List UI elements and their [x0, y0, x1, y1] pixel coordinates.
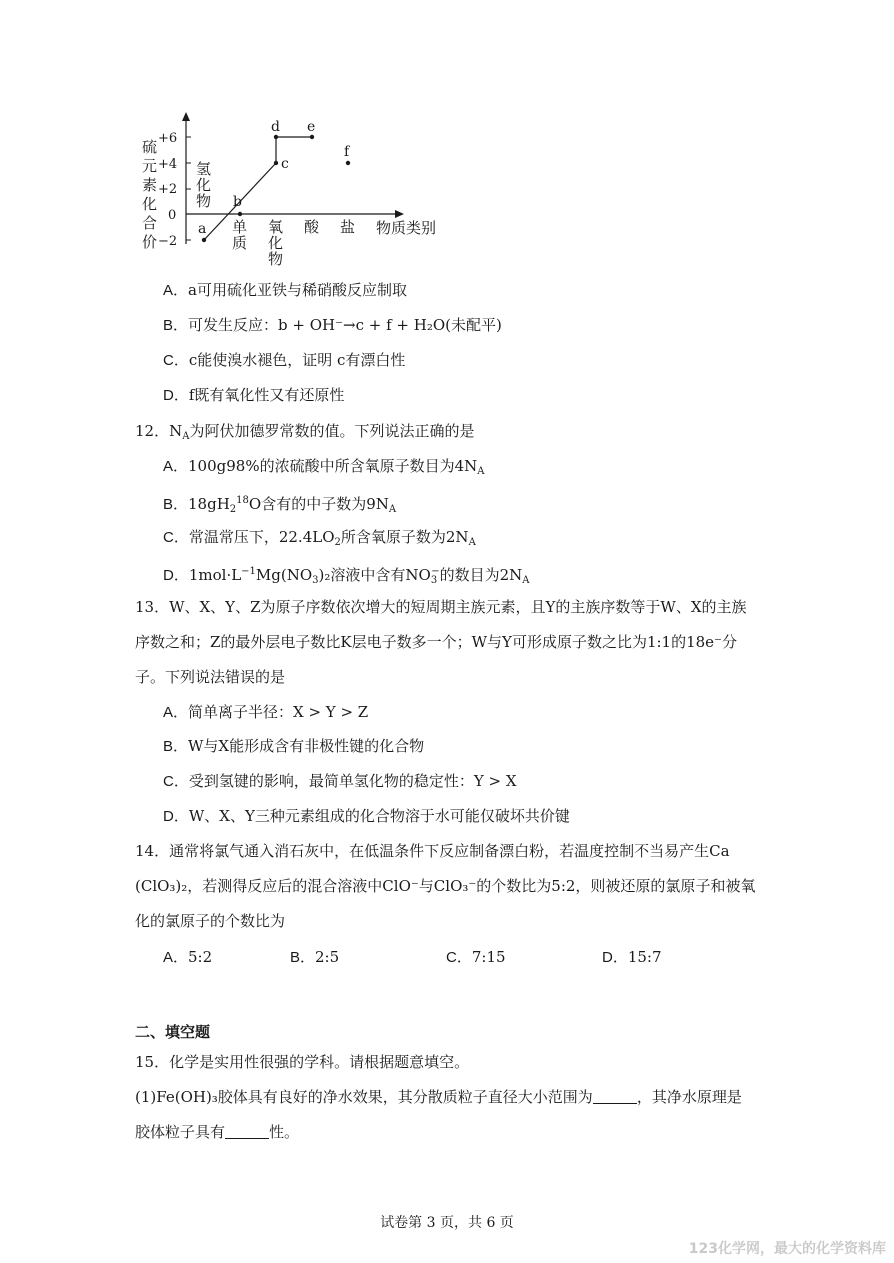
- q14-stem-line1: 14．通常将氯气通入消石灰中，在低温条件下反应制备漂白粉，若温度控制不当易产生Ca: [135, 842, 730, 860]
- point-f: [346, 161, 350, 165]
- point-b: [238, 212, 242, 216]
- x-axis-label: 物质类别: [376, 219, 437, 237]
- xcat-hydride: 氢化物: [196, 160, 212, 210]
- xcat-element: 单质: [232, 218, 248, 252]
- xcat-oxide: 氧化物: [268, 218, 284, 268]
- point-e: [310, 135, 314, 139]
- q11-option-a: A．a可用硫化亚铁与稀硝酸反应制取: [163, 281, 407, 299]
- x-axis-arrow: [395, 210, 404, 218]
- q15-stem: 15．化学是实用性很强的学科。请根据题意填空。: [135, 1053, 470, 1071]
- y-axis-arrow: [182, 112, 190, 121]
- q12-stem: 12．$N_A$为阿伏加德罗常数的值。下列说法正确的是: [135, 422, 475, 442]
- q11-option-d: D．f既有氧化性又有还原性: [163, 386, 345, 404]
- q14-option-d: D．15:7: [602, 948, 662, 966]
- y-axis-label: 硫元素化合价: [142, 138, 158, 251]
- q14-option-c: C．7:15: [446, 948, 506, 966]
- q13-stem-line2: 序数之和；Z的最外层电子数比K层电子数多一个；W与Y可形成原子数之比为1:1的18e⁻分: [135, 633, 737, 651]
- page-footer: 试卷第 3 页，共 6 页: [380, 1215, 514, 1231]
- point-label-a: a: [198, 221, 207, 237]
- ytick-label: +4: [158, 157, 178, 172]
- point-label-c: c: [281, 156, 289, 172]
- q12-option-b: B．$18gH_2^{18}O$含有的中子数为$9N_A$: [163, 495, 397, 515]
- watermark: 123化学网，最大的化学资料库: [688, 1241, 886, 1257]
- sulfur-valence-diagram: [0, 0, 894, 280]
- q11-option-c: C．c能使溴水褪色，证明 c有漂白性: [163, 351, 406, 369]
- q11-option-b: B．可发生反应：b + OH⁻→c + f + H₂O(未配平): [163, 316, 502, 334]
- q13-stem-line3: 子。下列说法错误的是: [135, 668, 286, 686]
- answer-blank[interactable]: [225, 1124, 269, 1139]
- q13-option-a: A．简单离子半径：X > Y > Z: [163, 703, 369, 721]
- section-title: 二、填空题: [135, 1023, 211, 1041]
- q14-option-b: B．2:5: [290, 948, 340, 966]
- point-label-e: e: [307, 119, 316, 135]
- q14-option-a: A．5:2: [163, 948, 213, 966]
- q13-stem-line1: 13．W、X、Y、Z为原子序数依次增大的短周期主族元素，且Y的主族序数等于W、X的主族: [135, 598, 747, 616]
- point-label-f: f: [344, 144, 350, 160]
- q14-stem-line3: 化的氯原子的个数比为: [135, 912, 286, 930]
- q12-option-c: C．常温常压下，$22.4LO_2$所含氧原子数为$2N_A$: [163, 528, 476, 548]
- ytick-label: 0: [168, 208, 177, 223]
- ytick-label: −2: [158, 234, 178, 249]
- q12-option-a: A．100g98%的浓硫酸中所含氧原子数目为$4N_A$: [163, 457, 485, 477]
- xcat-salt: 盐: [340, 218, 356, 236]
- point-label-b: b: [233, 194, 242, 210]
- xcat-acid: 酸: [304, 218, 320, 236]
- point-label-d: d: [271, 119, 280, 135]
- q12-option-d: D．$1mol\cdot L^{-1}Mg(NO_3)_2$溶液中含有$NO_3^-$的数目为$2N_A$: [163, 566, 530, 586]
- q15-part1-line2: 胶体粒子具有 性。: [135, 1123, 300, 1141]
- ytick-label: +2: [158, 182, 178, 197]
- q14-stem-line2: (ClO₃)₂，若测得反应后的混合溶液中ClO⁻与ClO₃⁻的个数比为5:2，则被还原的氯原子和被氧: [135, 877, 756, 895]
- q13-option-b: B．W与X能形成含有非极性键的化合物: [163, 737, 425, 755]
- q13-option-d: D．W、X、Y三种元素组成的化合物溶于水可能仅破坏共价键: [163, 807, 570, 825]
- point-a: [202, 238, 206, 242]
- q15-part1: (1)Fe(OH)₃胶体具有良好的净水效果，其分散质粒子直径大小范围为 ，其净水原理是: [135, 1088, 742, 1106]
- ytick-label: +6: [158, 131, 178, 146]
- answer-blank[interactable]: [593, 1089, 637, 1104]
- q13-option-c: C．受到氢键的影响，最简单氢化物的稳定性：Y > X: [163, 772, 517, 790]
- point-c: [274, 161, 278, 165]
- point-d: [274, 135, 278, 139]
